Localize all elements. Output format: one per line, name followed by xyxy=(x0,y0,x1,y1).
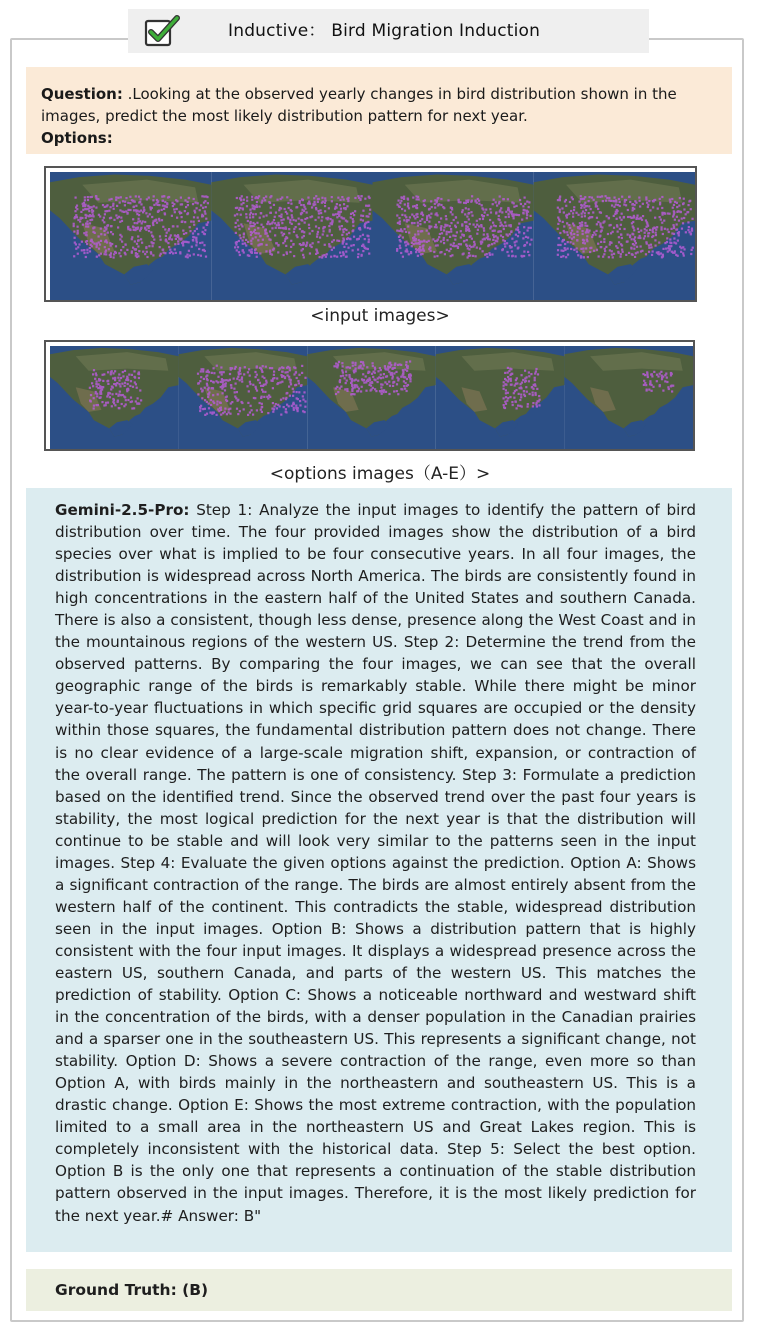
title-tab xyxy=(128,9,649,53)
question-label: Question: xyxy=(41,85,123,103)
question-text xyxy=(41,83,718,127)
model-name: Gemini-2.5-Pro: xyxy=(55,501,190,519)
checkbox-check-icon xyxy=(144,15,180,47)
option-map-3 xyxy=(307,346,436,449)
options-label: Options: xyxy=(41,129,113,147)
input-images-strip xyxy=(50,172,695,300)
model-answer-text: Step 1: Analyze the input images to identify the pattern of bird distribution over time. The four provided images show the distribution of a bird species over what is implied to be four consecutive years. In all four images, the distribution is widespread across North America. The birds are consistently found in high concentrations in the eastern half of the United States and southern Canada. There is also a consistent, though less dense, presence along the West Coast and in the mountainous regions of the western US. Step 2: Determine the trend from the observed patterns. By comparing the four images, we can see that the overall geographic range of the birds is remarkably stable. While there might be minor year-to-year fluctuations in which specific grid squares are occupied or the density within those squares, the fundamental distribution pattern does not change. There is no clear evidence of a large-scale migration shift, expansion, or contraction of the overall range. The pattern is one of consistency. Step 3: Formulate a prediction based on the identified trend. Since the observed trend over the past four years is stability, the most logical prediction for the next year is that the distribution will continue to be stable and will look very similar to the patterns seen in the input images. Step 4: Evaluate the given options against the prediction. Option A: Shows a significant contraction of the range. The birds are almost entirely absent from the western half of the continent. This contradicts the stable, widespread distribution seen in the input images. Option B: Shows a distribution pattern that is highly consistent with the four input images. It displays a widespread presence across the eastern US, southern Canada, and parts of the western US. This matches the prediction of stability. Option C: Shows a noticeable northward and westward shift in the concentration of the birds, with a denser population in the Canadian prairies and a sparser one in the southeastern US. This represents a significant change, not stability. Option D: Shows a severe contraction of the range, even more so than Option A, with birds mainly in the northeastern and southeastern US. This is a drastic change. Option E: Shows the most extreme contraction, with the population limited to a small area in the northeastern US and Great Lakes region. This is completely inconsistent with the historical data. Step 5: Select the best option. Option B is the only one that represents a continuation of the stable distribution pattern observed in the input images. Therefore, it is the most likely prediction for the next year.# Answer: B" xyxy=(55,501,696,1225)
question-box xyxy=(26,67,732,154)
page-title: Inductive： Bird Migration Induction xyxy=(228,21,541,41)
options-images-caption: <options images（A-E）> xyxy=(269,464,491,484)
input-images-panel xyxy=(44,166,697,302)
options-images-strip xyxy=(50,346,693,449)
ground-truth-text: Ground Truth: (B) xyxy=(55,1281,209,1299)
input-map-4 xyxy=(534,172,695,300)
question-body: .Looking at the observed yearly changes in bird distribution shown in the images, predict the most likely distribution pattern for next year. xyxy=(41,85,677,125)
options-images-panel xyxy=(44,340,695,451)
option-map-4 xyxy=(436,346,565,449)
input-images-caption: <input images> xyxy=(310,306,450,326)
ground-truth-box xyxy=(26,1269,732,1311)
option-map-1 xyxy=(50,346,179,449)
option-map-5 xyxy=(564,346,693,449)
option-map-2 xyxy=(179,346,308,449)
input-map-2 xyxy=(211,172,372,300)
input-map-1 xyxy=(50,172,211,300)
model-answer-box xyxy=(26,488,732,1252)
input-map-3 xyxy=(373,172,534,300)
